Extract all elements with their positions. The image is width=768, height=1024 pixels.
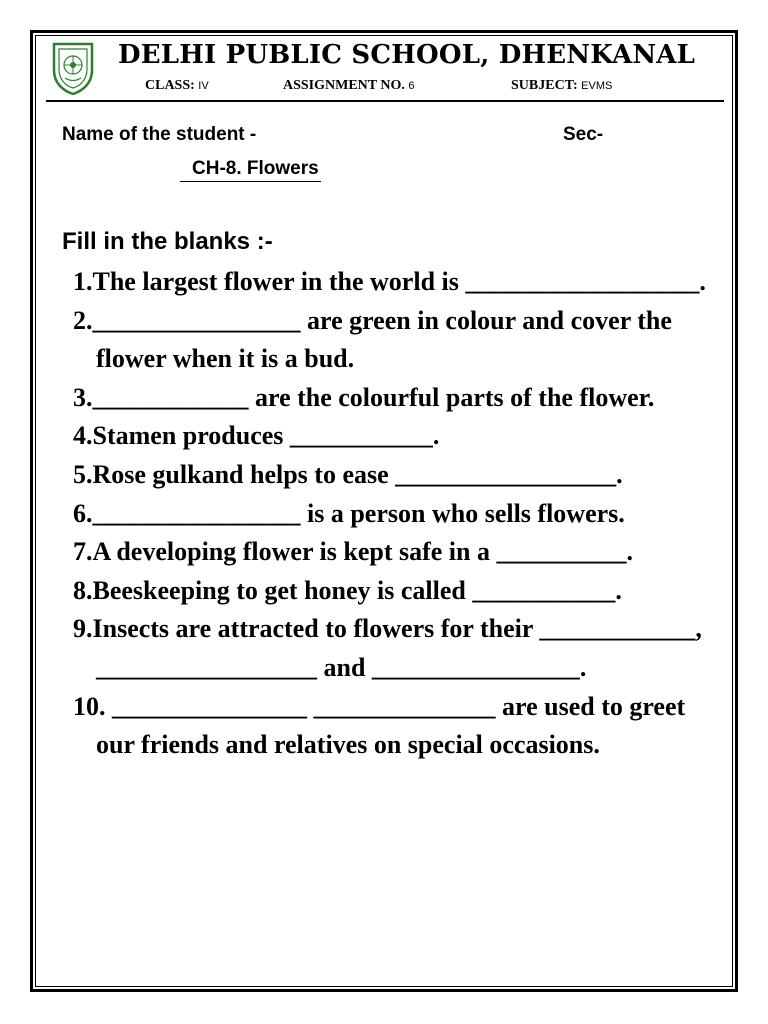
header-divider bbox=[46, 100, 724, 102]
subject-field bbox=[511, 78, 612, 94]
question-item: 7.A developing flower is kept safe in a __________. bbox=[73, 537, 633, 567]
question-item: 5.Rose gulkand helps to ease _________________. bbox=[73, 459, 623, 489]
school-name: DELHI PUBLIC SCHOOL, DHENKANAL bbox=[118, 40, 696, 70]
chapter-title: CH-8. Flowers bbox=[180, 158, 321, 182]
assignment-field bbox=[283, 78, 415, 94]
school-crest-icon bbox=[50, 40, 96, 96]
student-name-label: Name of the student - bbox=[62, 124, 257, 145]
question-item: 8.Beeskeeping to get honey is called ___________. bbox=[73, 575, 622, 605]
question-item: 2.________________ are green in colour and cover the flower when it is a bud. bbox=[73, 305, 672, 374]
question-item: 4.Stamen produces ___________. bbox=[73, 421, 440, 451]
subject-label: SUBJECT: bbox=[511, 78, 578, 93]
class-field bbox=[145, 78, 209, 94]
assignment-label: ASSIGNMENT NO. bbox=[283, 78, 405, 93]
question-item: 6.________________ is a person who sells flowers. bbox=[73, 498, 625, 528]
section-label: Sec- bbox=[563, 124, 604, 145]
question-item: 1.The largest flower in the world is __________________. bbox=[73, 267, 706, 296]
question-list bbox=[73, 263, 723, 765]
question-item: 10. _______________ ______________ are used to greet our friends and relatives on special occasions. bbox=[73, 691, 686, 760]
subject-value: EVMS bbox=[581, 80, 613, 92]
question-item: 9.Insects are attracted to flowers for their ____________, _________________ and ________________. bbox=[73, 614, 702, 682]
question-item: 3.____________ are the colourful parts of the flower. bbox=[73, 382, 655, 412]
class-label: CLASS: bbox=[145, 78, 195, 93]
class-value: IV bbox=[198, 80, 209, 92]
section-title: Fill in the blanks :- bbox=[62, 228, 273, 255]
assignment-value: 6 bbox=[408, 80, 415, 92]
